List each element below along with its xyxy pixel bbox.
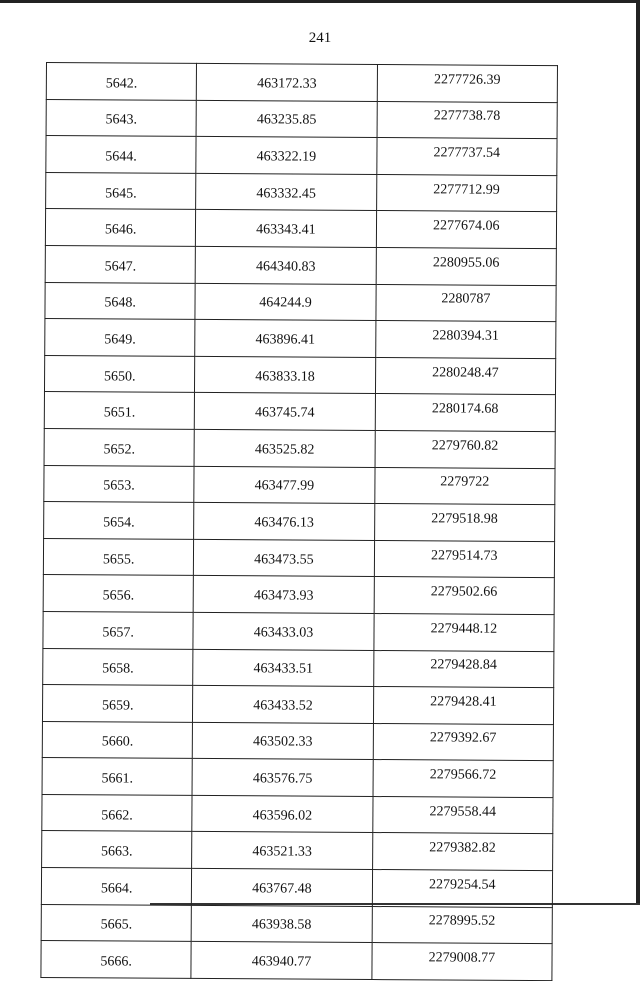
x-coordinate-cell: 463896.41 (195, 320, 376, 358)
page-number: 241 (308, 30, 332, 46)
y-coordinate-cell: 2279382.82 (372, 833, 553, 871)
y-coordinate-cell: 2277737.54 (376, 138, 557, 176)
table-row (44, 465, 555, 505)
point-number-cell: 5656. (43, 575, 194, 613)
y-coordinate-cell: 2279392.67 (373, 723, 554, 761)
y-coordinate-cell: 2280955.06 (376, 247, 557, 285)
x-coordinate-cell: 463938.58 (191, 905, 372, 943)
x-coordinate-cell: 463473.93 (193, 576, 374, 614)
point-number-cell: 5646. (45, 209, 196, 247)
point-number-cell: 5662. (42, 794, 193, 832)
x-coordinate-cell: 464244.9 (195, 283, 376, 321)
x-coordinate-cell: 463433.51 (193, 649, 374, 687)
table-row (43, 575, 554, 615)
y-coordinate-cell: 2280787 (376, 284, 557, 322)
x-coordinate-cell: 463172.33 (197, 63, 378, 101)
x-coordinate-cell: 463596.02 (192, 795, 373, 833)
x-coordinate-cell: 463433.52 (193, 686, 374, 724)
y-coordinate-cell: 2279514.73 (374, 540, 555, 578)
point-number-cell: 5657. (43, 611, 194, 649)
table-row (41, 868, 552, 908)
point-number-cell: 5660. (42, 721, 193, 759)
table-row (45, 319, 556, 359)
y-coordinate-cell: 2279518.98 (374, 504, 555, 542)
point-number-cell: 5659. (42, 685, 193, 723)
point-number-cell: 5666. (41, 941, 192, 979)
x-coordinate-cell: 463833.18 (195, 356, 376, 394)
table-row (44, 502, 555, 542)
y-coordinate-cell: 2279566.72 (373, 760, 554, 798)
x-coordinate-cell: 463940.77 (191, 942, 372, 980)
point-number-cell: 5651. (44, 392, 195, 430)
y-coordinate-cell: 2279254.54 (372, 870, 553, 908)
point-number-cell: 5654. (44, 502, 195, 540)
point-number-cell: 5649. (45, 319, 196, 357)
y-coordinate-cell: 2280394.31 (375, 321, 556, 359)
y-coordinate-cell: 2279428.41 (373, 687, 554, 725)
y-coordinate-cell: 2279502.66 (374, 577, 555, 615)
point-number-cell: 5663. (42, 831, 193, 869)
y-coordinate-cell: 2279008.77 (372, 943, 553, 981)
point-number-cell: 5665. (41, 904, 192, 942)
x-coordinate-cell: 463332.45 (196, 173, 377, 211)
point-number-cell: 5644. (46, 136, 197, 174)
x-coordinate-cell: 463767.48 (192, 868, 373, 906)
table-row (43, 538, 554, 578)
table-row (41, 941, 552, 981)
table-row (42, 685, 553, 725)
y-coordinate-cell: 2279558.44 (372, 796, 553, 834)
x-coordinate-cell: 463235.85 (196, 100, 377, 138)
point-number-cell: 5652. (44, 428, 195, 466)
point-number-cell: 5645. (46, 172, 197, 210)
y-coordinate-cell: 2277712.99 (376, 174, 557, 212)
x-coordinate-cell: 463576.75 (192, 759, 373, 797)
x-coordinate-cell: 463473.55 (194, 539, 375, 577)
table-row (44, 355, 555, 395)
y-coordinate-cell: 2280248.47 (375, 357, 556, 395)
page-edge-top (0, 0, 640, 3)
point-number-cell: 5655. (43, 538, 194, 576)
table-row (45, 209, 556, 249)
table-row (46, 136, 557, 176)
x-coordinate-cell: 463477.99 (194, 466, 375, 504)
x-coordinate-cell: 463322.19 (196, 137, 377, 175)
y-coordinate-cell: 2277726.39 (377, 65, 558, 103)
table-body (41, 63, 558, 981)
y-coordinate-cell: 2279760.82 (375, 430, 556, 468)
y-coordinate-cell: 2279428.84 (373, 650, 554, 688)
x-coordinate-cell: 463476.13 (194, 503, 375, 541)
table-row (45, 245, 556, 285)
x-coordinate-cell: 463502.33 (193, 722, 374, 760)
y-coordinate-cell: 2279448.12 (374, 613, 555, 651)
point-number-cell: 5648. (45, 282, 196, 320)
point-number-cell: 5661. (42, 758, 193, 796)
y-coordinate-cell: 2278995.52 (372, 906, 553, 944)
table-row (43, 648, 554, 688)
point-number-cell: 5642. (46, 63, 197, 101)
point-number-cell: 5658. (43, 648, 194, 686)
y-coordinate-cell: 2279722 (374, 467, 555, 505)
table-row (44, 392, 555, 432)
table-row (42, 721, 553, 761)
table-row (46, 99, 557, 139)
table-row (42, 831, 553, 871)
y-coordinate-cell: 2277674.06 (376, 211, 557, 249)
table-row (46, 172, 557, 212)
x-coordinate-cell: 463433.03 (193, 612, 374, 650)
point-number-cell: 5647. (45, 245, 196, 283)
page-edge-right (636, 0, 640, 905)
table-row (44, 428, 555, 468)
x-coordinate-cell: 463525.82 (194, 429, 375, 467)
point-number-cell: 5664. (41, 868, 192, 906)
table-row (46, 63, 557, 103)
x-coordinate-cell: 464340.83 (195, 246, 376, 284)
x-coordinate-cell: 463521.33 (192, 832, 373, 870)
table-row (42, 794, 553, 834)
table-row (45, 282, 556, 322)
point-number-cell: 5643. (46, 99, 197, 137)
y-coordinate-cell: 2280174.68 (375, 394, 556, 432)
x-coordinate-cell: 463745.74 (195, 393, 376, 431)
y-coordinate-cell: 2277738.78 (377, 101, 558, 139)
coordinates-table (40, 62, 558, 981)
table-row (42, 758, 553, 798)
x-coordinate-cell: 463343.41 (196, 210, 377, 248)
point-number-cell: 5650. (44, 355, 195, 393)
table-row (43, 611, 554, 651)
table-row (41, 904, 552, 944)
point-number-cell: 5653. (44, 465, 195, 503)
